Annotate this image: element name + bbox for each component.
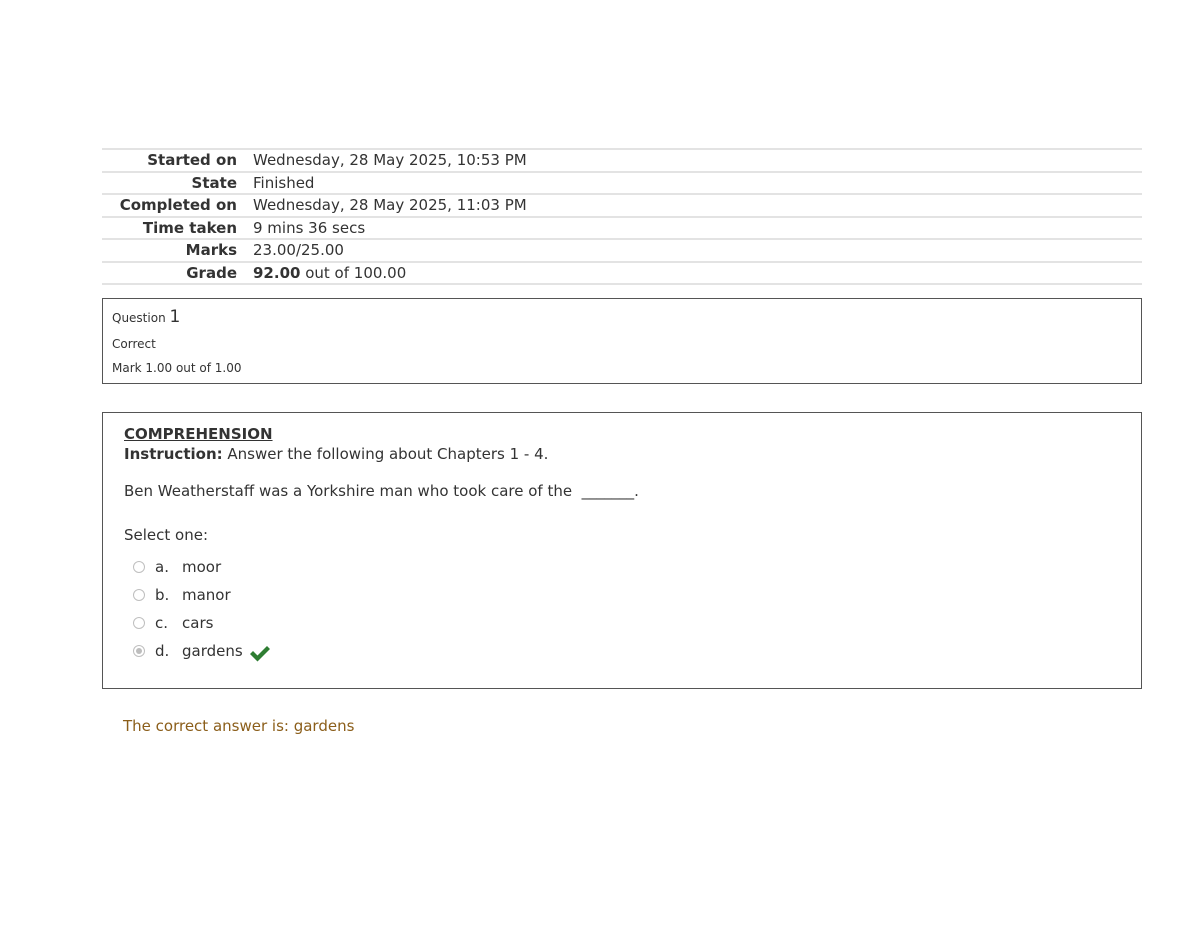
summary-label: Completed on (119, 196, 237, 215)
summary-row-completed (102, 195, 1142, 218)
attempt-summary-table (102, 148, 1142, 285)
instruction-text: Answer the following about Chapters 1 - 4. (222, 445, 549, 463)
answer-options (124, 553, 1120, 665)
answer-option-a[interactable] (124, 553, 1120, 581)
correct-answer-feedback: The correct answer is: gardens (123, 717, 355, 735)
summary-value (253, 263, 406, 283)
summary-row-grade (102, 263, 1142, 286)
radio-button[interactable] (133, 589, 145, 601)
grade-out-of: out of 100.00 (300, 263, 407, 282)
answer-option-d[interactable] (124, 637, 1120, 665)
select-prompt: Select one: (124, 526, 209, 544)
option-letter: c. (155, 614, 169, 632)
correct-check-icon (249, 644, 271, 664)
summary-label: Started on (147, 151, 237, 170)
radio-button[interactable] (133, 617, 145, 629)
summary-value: Finished (253, 173, 315, 192)
question-content-box (102, 412, 1142, 689)
instruction-label: Instruction: (124, 445, 223, 463)
summary-row-marks (102, 240, 1142, 263)
summary-label: State (191, 173, 237, 192)
answer-option-b[interactable] (124, 581, 1120, 609)
question-number-value: 1 (169, 307, 181, 327)
summary-row-time-taken (102, 218, 1142, 241)
option-text: manor (182, 586, 231, 604)
question-number (112, 307, 1132, 327)
option-text: cars (182, 614, 214, 632)
summary-row-started (102, 150, 1142, 173)
option-letter: a. (155, 558, 169, 576)
summary-value: Wednesday, 28 May 2025, 10:53 PM (253, 151, 527, 170)
question-info-box (102, 298, 1142, 384)
radio-button-selected[interactable] (133, 645, 145, 657)
option-letter: b. (155, 586, 170, 604)
summary-value: Wednesday, 28 May 2025, 11:03 PM (253, 196, 527, 215)
question-text: Ben Weatherstaff was a Yorkshire man who took care of the _______. (124, 482, 639, 500)
question-state: Correct (112, 337, 156, 351)
question-instruction (124, 444, 1120, 464)
answer-option-c[interactable] (124, 609, 1120, 637)
summary-value: 23.00/25.00 (253, 241, 344, 260)
question-label: Question (112, 311, 166, 325)
summary-label: Grade (186, 263, 237, 282)
question-heading: COMPREHENSION (124, 425, 273, 443)
summary-value: 9 mins 36 secs (253, 218, 366, 237)
option-text: moor (182, 558, 222, 576)
grade-value: 92.00 (253, 263, 301, 282)
option-letter: d. (155, 642, 170, 660)
option-text: gardens (182, 642, 243, 660)
summary-row-state (102, 173, 1142, 196)
summary-label: Marks (185, 241, 237, 260)
question-mark: Mark 1.00 out of 1.00 (112, 361, 242, 375)
radio-button[interactable] (133, 561, 145, 573)
summary-label: Time taken (142, 218, 237, 237)
